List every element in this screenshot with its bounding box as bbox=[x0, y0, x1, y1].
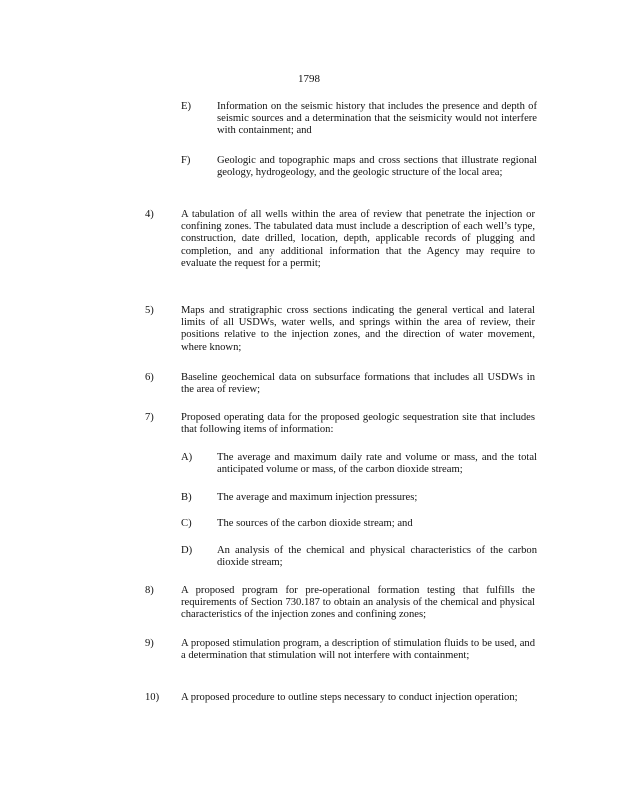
page-number: 1798 bbox=[298, 73, 320, 85]
item-text: Information on the seismic history that includes the presence and depth of seismic sources and a determination that the seismicity would not interfere with containment; and bbox=[217, 101, 537, 137]
item-number: 4) bbox=[145, 209, 154, 220]
item-number: 9) bbox=[145, 638, 154, 649]
item-number: F) bbox=[181, 155, 191, 166]
item-number: 8) bbox=[145, 585, 154, 596]
item-number: 5) bbox=[145, 305, 154, 316]
item-text: Baseline geochemical data on subsurface formations that includes all USDWs in the area of review; bbox=[181, 372, 535, 396]
item-text: The average and maximum injection pressures; bbox=[217, 492, 418, 503]
item-text: An analysis of the chemical and physical characteristics of the carbon dioxide stream; bbox=[217, 545, 537, 569]
item-number: 10) bbox=[145, 692, 160, 703]
item-text: Maps and stratigraphic cross sections indicating the general vertical and lateral limits of all USDWs, water wells, and springs within the area of review, their positions relative to the injection zones, and the direction of water movement, where known; bbox=[181, 305, 535, 353]
item-number: C) bbox=[181, 518, 192, 529]
item-number: E) bbox=[181, 101, 191, 112]
item-text: Geologic and topographic maps and cross sections that illustrate regional geology, hydrogeology, and the geologic structure of the local area; bbox=[217, 155, 537, 179]
item-text: The sources of the carbon dioxide stream; and bbox=[217, 518, 413, 529]
item-number: A) bbox=[181, 452, 193, 463]
item-number: B) bbox=[181, 492, 192, 503]
item-text: A proposed procedure to outline steps necessary to conduct injection operation; bbox=[181, 692, 518, 703]
item-text: The average and maximum daily rate and volume or mass, and the total anticipated volume or mass, of the carbon dioxide stream; bbox=[217, 452, 537, 476]
item-number: D) bbox=[181, 545, 193, 556]
item-number: 6) bbox=[145, 372, 154, 383]
item-text: A proposed stimulation program, a description of stimulation fluids to be used, and a determination that stimulation will not interfere with containment; bbox=[181, 638, 535, 662]
item-number: 7) bbox=[145, 412, 154, 423]
item-text: A proposed program for pre-operational formation testing that fulfills the requirements of Section 730.187 to obtain an analysis of the chemical and physical characteristics of the injection zones and confining zones; bbox=[181, 585, 535, 621]
item-text: Proposed operating data for the proposed geologic sequestration site that includes that following items of information: bbox=[181, 412, 535, 436]
item-text: A tabulation of all wells within the area of review that penetrate the injection or confining zones. The tabulated data must include a description of each well’s type, construction, date drilled, location, depth, applicable records of plugging and completion, and any additional information that the Agency may require to evaluate the request for a permit; bbox=[181, 209, 535, 269]
